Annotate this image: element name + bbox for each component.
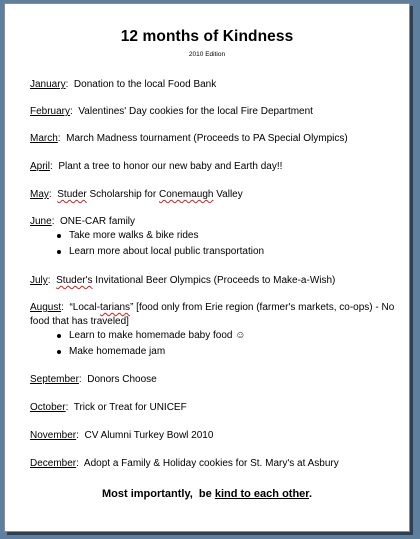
spellcheck-word: Studer's — [56, 275, 93, 286]
spellcheck-word: Conemaugh — [158, 189, 214, 200]
bullet-icon — [57, 334, 61, 338]
entry-text: ONE-CAR family — [54, 216, 136, 227]
month-label: August — [30, 302, 62, 313]
month-label: May — [30, 189, 49, 200]
entry-september: September: Donors Choose — [30, 374, 157, 385]
month-label: December — [30, 458, 77, 469]
list-item: Learn more about local public transportation — [69, 244, 264, 260]
entry-text: Trick or Treat for UNICEF — [68, 402, 187, 413]
entry-february: February: Valentines' Day cookies for the local Fire Department — [30, 106, 313, 117]
bullet-icon — [57, 250, 61, 254]
list-item: Make homemade jam — [69, 344, 245, 360]
month-label: February — [30, 106, 71, 117]
document-title: 12 months of Kindness — [120, 28, 294, 45]
bullet-icon — [57, 350, 61, 354]
list-item: Learn to make homemade baby food ☺ — [69, 328, 245, 344]
month-label: September — [30, 374, 79, 385]
list-item: Take more walks & bike rides — [69, 228, 264, 244]
spellcheck-word: Studer — [57, 189, 87, 200]
entry-december: December: Adopt a Family & Holiday cookies for St. Mary's at Asbury — [30, 458, 339, 469]
entry-october: October: Trick or Treat for UNICEF — [30, 402, 187, 413]
month-label: March — [30, 133, 58, 144]
august-bullet-list — [69, 328, 245, 360]
entry-may: May: Studer Scholarship for Conemaugh Valley — [30, 189, 243, 200]
entry-text: Valentines' Day cookies for the local Fire Department — [72, 106, 313, 117]
entry-text: Adopt a Family & Holiday cookies for St. Mary's at Asbury — [78, 458, 339, 469]
entry-text: March Madness tournament (Proceeds to PA Special Olympics) — [60, 133, 348, 144]
edition-label: 2010 Edition — [188, 51, 226, 58]
month-label: June — [30, 216, 52, 227]
entry-july: July: Studer's Invitational Beer Olympics (Proceeds to Make-a-Wish) — [30, 275, 336, 286]
closing-statement: Most importantly, be kind to each other. — [101, 488, 313, 500]
entry-april: April: Plant a tree to honor our new baby and Earth day!! — [30, 161, 283, 172]
entry-text: CV Alumni Turkey Bowl 2010 — [78, 430, 214, 441]
entry-january: January: Donation to the local Food Bank — [30, 79, 217, 90]
month-label: April — [30, 161, 51, 172]
emphasis-text: kind to each other — [214, 488, 309, 500]
entry-november: November: CV Alumni Turkey Bowl 2010 — [30, 430, 214, 441]
spellcheck-word: tarians — [100, 302, 131, 313]
month-label: October — [30, 402, 66, 413]
entry-text: Donors Choose — [81, 374, 157, 385]
entry-text: Plant a tree to honor our new baby and Earth day!! — [52, 161, 283, 172]
document-page — [4, 3, 410, 532]
entry-june: June: ONE-CAR family — [30, 216, 136, 227]
entry-march: March: March Madness tournament (Proceeds to PA Special Olympics) — [30, 133, 348, 144]
june-bullet-list — [69, 228, 264, 260]
month-label: January — [30, 79, 66, 90]
month-label: November — [30, 430, 77, 441]
month-label: July — [30, 275, 48, 286]
entry-text: Donation to the local Food Bank — [68, 79, 217, 90]
bullet-icon — [57, 234, 61, 238]
entry-august: August: “Local-tarians” [food only from Erie region (farmer's markets, co-ops) - No food that has traveled] — [30, 302, 395, 327]
